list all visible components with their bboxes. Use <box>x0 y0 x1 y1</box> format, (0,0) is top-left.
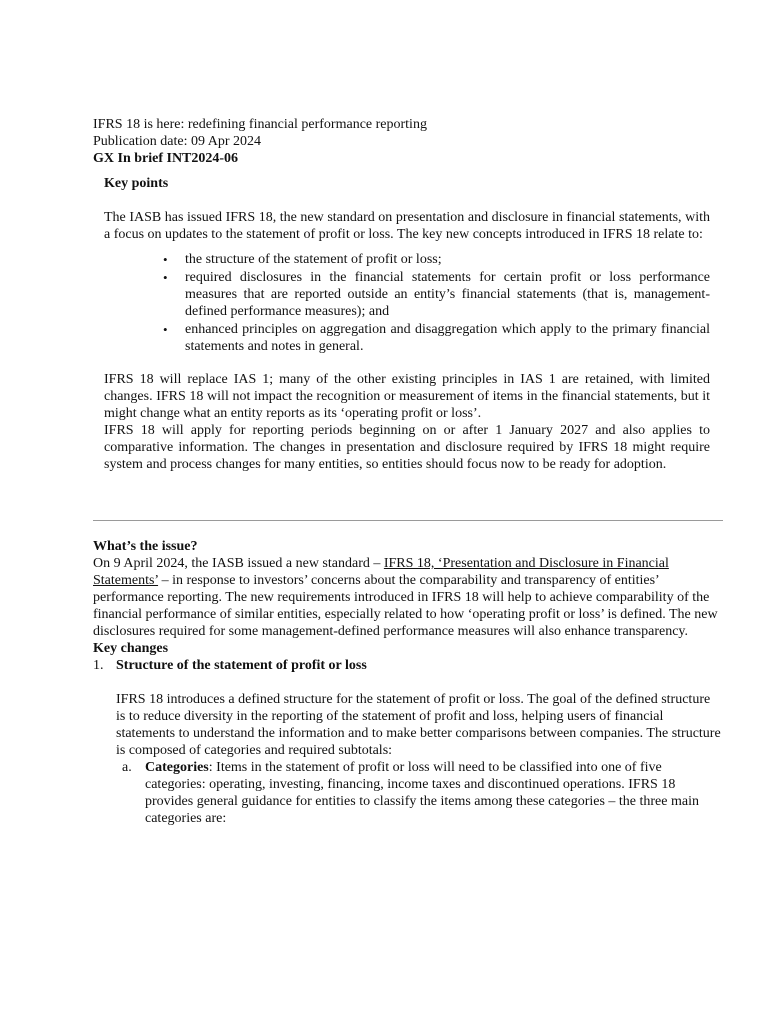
main-content <box>93 538 723 827</box>
issue-heading: What’s the issue? <box>93 539 198 554</box>
key-points-section <box>104 175 710 473</box>
structure-paragraph: IFRS 18 introduces a defined structure for the statement of profit or loss. The goal of the defined structure is to reduce diversity in the reporting of the statement of profit and loss, helping users of financial statements to understand the information and to make better comparisons between companies. The structure is composed of categories and required subtotals: <box>116 692 721 758</box>
categories-text: : Items in the statement of profit or loss will need to be classified into one of five categories: operating, investing, financing, income taxes and discontinued operations. IFRS 18 provides general guidance for entities to classify the items among these categories – the three main categories are: <box>145 760 699 826</box>
key-concepts-list <box>104 251 710 355</box>
section-divider <box>93 520 723 521</box>
list-item: • required disclosures in the financial statements for certain profit or loss performance measures that are reported outside an entity’s financial statements (that is, management-defined performance measures); and <box>185 269 710 320</box>
list-item: • the structure of the statement of profit or loss; <box>185 251 710 268</box>
issue-paragraph <box>93 555 723 640</box>
list-item: • enhanced principles on aggregation and disaggregation which apply to the primary financial statements and notes in general. <box>185 321 710 355</box>
issue-text: – in response to investors’ concerns about the comparability and transparency of entities’ performance reporting. The new requirements introduced in IFRS 18 will help to achieve comparability of the financial performance of similar entities, especially related to how ‘operating profit or loss’ is defined. The new disclosures required for some management-defined performance measures will also enhance transparency. <box>93 573 718 639</box>
reference-code: GX In brief INT2024-06 <box>93 151 239 166</box>
article-title: IFRS 18 is here: redefining financial performance reporting <box>93 117 427 132</box>
issue-text: On 9 April 2024, the IASB issued a new standard – <box>93 556 384 571</box>
key-points-paragraph: IFRS 18 will apply for reporting periods beginning on or after 1 January 2027 and also applies to comparative information. The changes in presentation and disclosure required by IFRS 18 might require system and process changes for many entities, so entities should focus now to be ready for adoption. <box>104 423 710 472</box>
lettered-item <box>93 759 723 827</box>
key-points-heading: Key points <box>104 176 169 191</box>
key-changes-heading: Key changes <box>93 641 169 656</box>
publication-date: Publication date: 09 Apr 2024 <box>93 134 261 149</box>
ifrs18-standard-link[interactable]: IFRS 18, ‘Presentation and Disclosure in Financial Statements’ <box>93 556 669 588</box>
item-number: 1. <box>93 658 104 673</box>
article-header <box>93 116 723 167</box>
numbered-item <box>93 657 723 674</box>
key-points-intro: The IASB has issued IFRS 18, the new standard on presentation and disclosure in financial statements, with a focus on updates to the statement of profit or loss. The key new concepts introduced in IFRS 18 relate to: <box>104 210 710 242</box>
item-title: Structure of the statement of profit or loss <box>116 658 367 673</box>
categories-label: Categories <box>145 760 209 775</box>
item-letter: a. <box>122 760 132 775</box>
key-points-paragraph: IFRS 18 will replace IAS 1; many of the other existing principles in IAS 1 are retained, with limited changes. IFRS 18 will not impact the recognition or measurement of items in the financial statements, but it might change what an entity reports as its ‘operating profit or loss’. <box>104 372 710 421</box>
